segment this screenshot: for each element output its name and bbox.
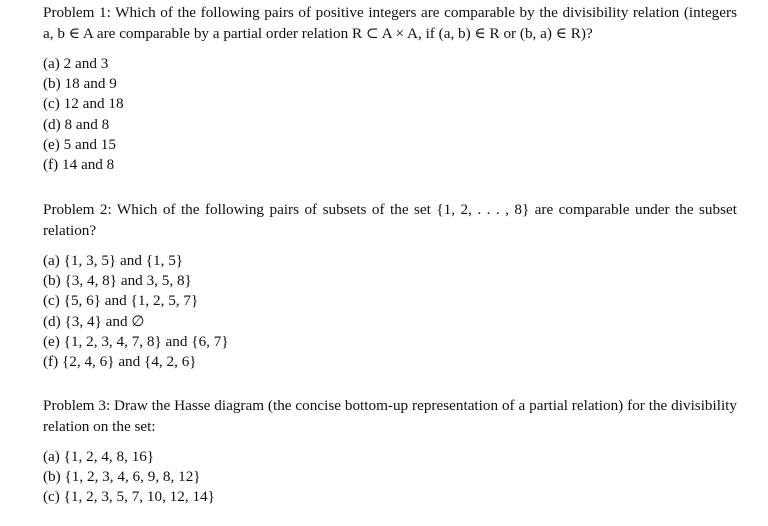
option-item: (f) {2, 4, 6} and {4, 2, 6} (43, 353, 197, 371)
problem-2 (43, 199, 737, 372)
option-item: (c) {5, 6} and {1, 2, 5, 7} (43, 292, 199, 310)
option-item: (a) {1, 3, 5} and {1, 5} (43, 252, 184, 269)
problem-statement: Problem 3: Draw the Hasse diagram (the concise bottom-up representation of a partial relation) for the divisibility relation on the set: (43, 397, 737, 435)
problem-3 (43, 395, 737, 508)
option-item: (f) 14 and 8 (43, 156, 115, 174)
option-item: (a) 2 and 3 (43, 55, 109, 72)
option-item: (a) {1, 2, 4, 8, 16} (43, 448, 155, 465)
option-list (43, 447, 737, 508)
option-item: (b) {3, 4, 8} and 3, 5, 8} (43, 272, 192, 290)
option-item: (e) 5 and 15 (43, 135, 116, 153)
option-item: (c) {1, 2, 3, 5, 7, 10, 12, 14} (43, 488, 215, 506)
option-item: (e) {1, 2, 3, 4, 7, 8} and {6, 7} (43, 332, 229, 350)
problem-1 (43, 2, 737, 175)
problem-statement: Problem 2: Which of the following pairs of subsets of the set {1, 2, . . . , 8} are comparable under the subset relation? (43, 201, 737, 239)
option-item: (d) 8 and 8 (43, 115, 110, 133)
option-item: (b) {1, 2, 3, 4, 6, 9, 8, 12} (43, 468, 201, 486)
option-list (43, 251, 737, 372)
option-item: (d) {3, 4} and ∅ (43, 312, 145, 330)
option-item: (c) 12 and 18 (43, 95, 124, 113)
problem-statement: Problem 1: Which of the following pairs of positive integers are comparable by the divisibility relation (integers a, b ∈ A are comparable by a partial order relation R ⊂ A × A, if (a, b) ∈ R or (b, a) ∈ R)? (43, 4, 737, 42)
option-list (43, 54, 737, 175)
option-item: (b) 18 and 9 (43, 75, 117, 93)
